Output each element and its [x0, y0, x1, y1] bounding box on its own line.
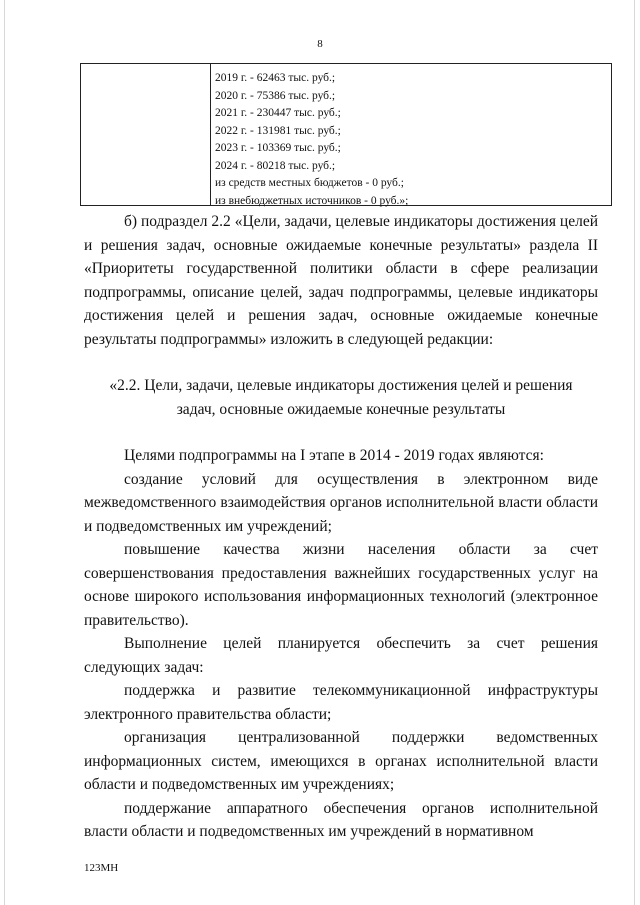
task-item: поддержание аппаратного обеспечения органов исполнительной власти области и подведомственных им учреждений в нормативном — [84, 799, 598, 840]
goal-item: создание условий для осуществления в электронном виде межведомственного взаимодействия органов исполнительной власти области и подведомственных им учреждений; — [84, 470, 598, 535]
page-number: 8 — [317, 38, 323, 50]
funding-line: 2021 г. - 230447 тыс. руб.; — [215, 107, 341, 119]
amendment-block — [84, 210, 598, 351]
funding-table-label-cell — [81, 64, 211, 205]
funding-line: 2019 г. - 62463 тыс. руб.; — [215, 72, 336, 84]
section-heading-line-1: «2.2. Цели, задачи, целевые индикаторы достижения целей и решения — [109, 377, 573, 394]
funding-table — [80, 63, 612, 206]
task-item: поддержка и развитие телекоммуникационной инфраструктуры электронного правительства области; — [84, 682, 598, 723]
funding-line: 2023 г. - 103369 тыс. руб.; — [215, 142, 341, 154]
funding-line: 2020 г. - 75386 тыс. руб.; — [215, 89, 336, 102]
funding-line: 2022 г. - 131981 тыс. руб.; — [215, 124, 341, 137]
funding-table-values-cell — [215, 70, 607, 210]
goals-block — [84, 444, 598, 844]
funding-line: из внебюджетных источников - 0 руб.»; — [215, 194, 409, 207]
funding-line: 2024 г. - 80218 тыс. руб.; — [215, 159, 336, 172]
goals-intro: Целями подпрограммы на I этапе в 2014 - 2019 годах являются: — [124, 447, 544, 464]
amendment-paragraph: б) подраздел 2.2 «Цели, задачи, целевые индикаторы достижения целей и решения задач, основные ожидаемые конечные результаты» раздела II «Приоритеты государственной политики области в сфере реализации подпрограммы, описание целей, задач подпрограммы, целевые индикаторы достижения целей и решения задач, основные ожидаемые конечные результаты подпрограммы» изложить в следующей редакции: — [84, 213, 598, 348]
tasks-intro: Выполнение целей планируется обеспечить за счет решения следующих задач: — [84, 635, 598, 676]
task-item: организация централизованной поддержки ведомственных информационных систем, имеющихся в органах исполнительной власти области и подведомственных им учреждениях; — [84, 729, 598, 793]
scan-edge-right — [634, 0, 635, 905]
goal-item: повышение качества жизни населения области за счет совершенствования предоставления важнейших государственных услуг на основе широкого использования информационных технологий (электронное правительство). — [84, 541, 598, 629]
scan-edge-left — [4, 0, 5, 905]
section-heading — [84, 374, 598, 421]
section-heading-line-2: задач, основные ожидаемые конечные результаты — [176, 400, 506, 418]
funding-line: из средств местных бюджетов - 0 руб.; — [215, 177, 404, 189]
document-code: 123МН — [84, 862, 119, 874]
